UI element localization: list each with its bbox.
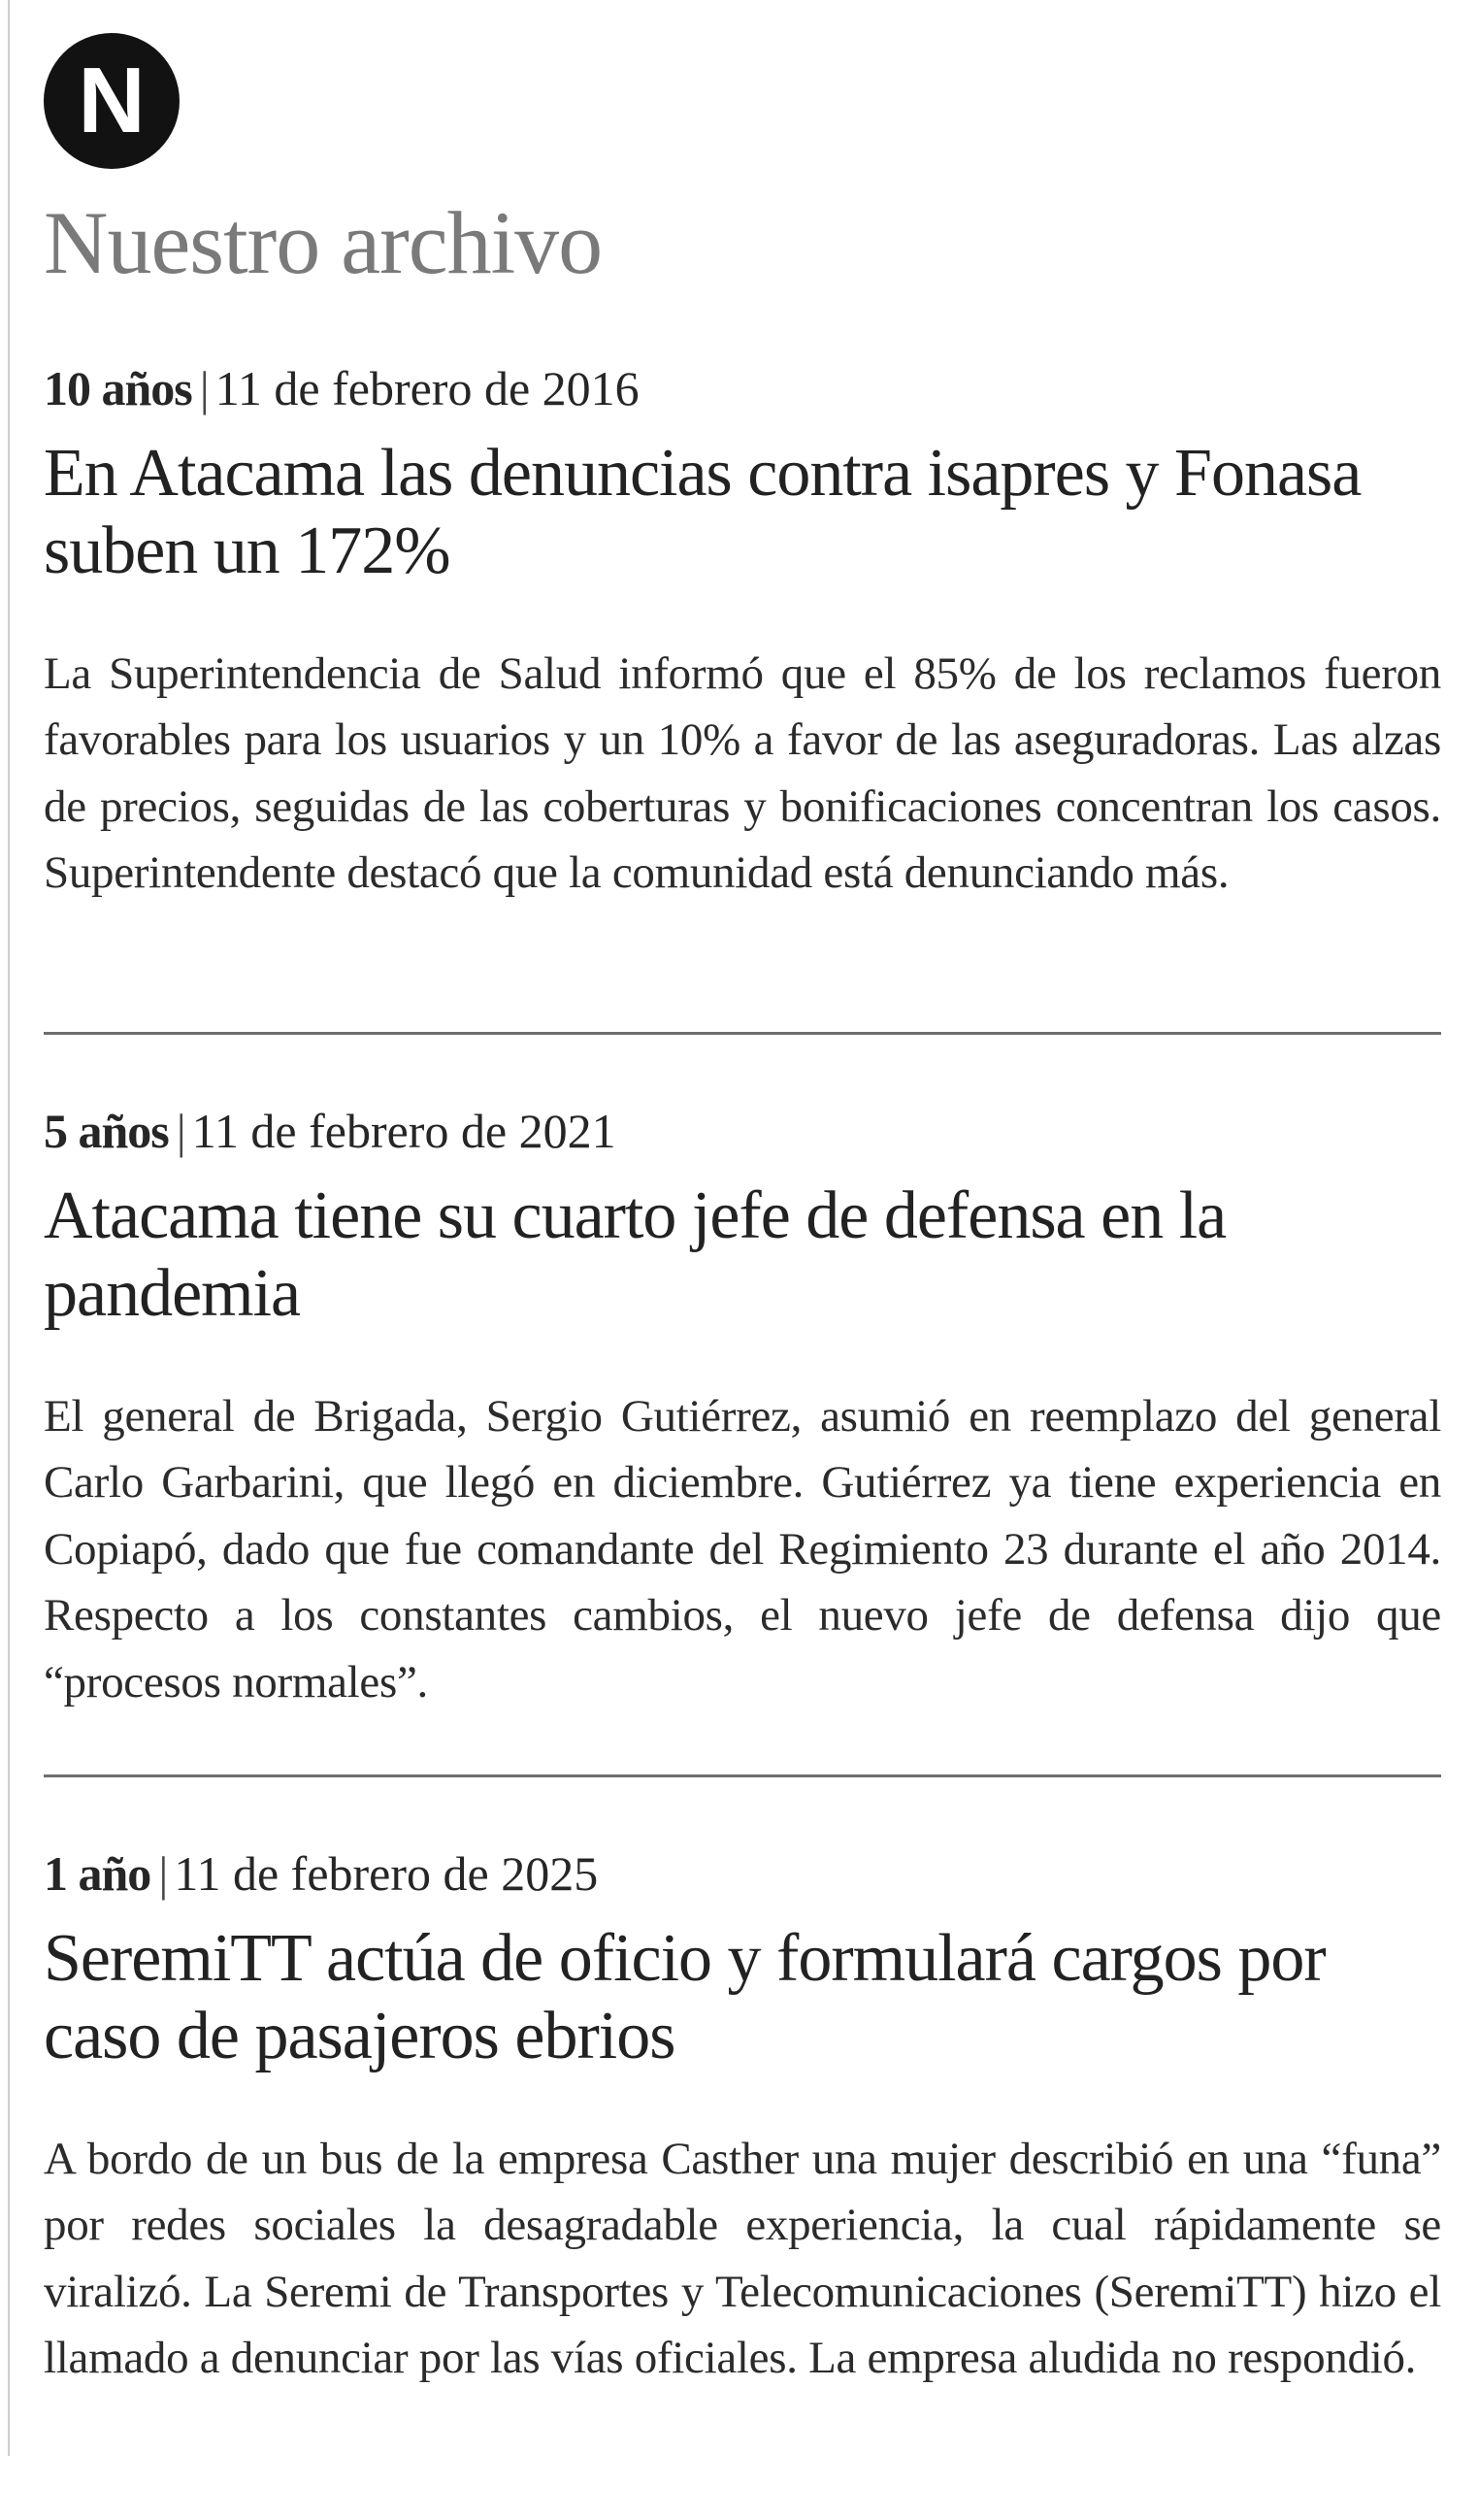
newspaper-logo: [44, 33, 180, 169]
entry-headline: En Atacama las denuncias contra isapres y Fonasa suben un 172%: [44, 436, 1362, 588]
entry-date: 11 de febrero de 2025: [174, 1846, 599, 1901]
dateline-separator: |: [176, 1104, 186, 1158]
entry-headline: Atacama tiene su cuarto jefe de defensa en la pandemia: [44, 1178, 1227, 1331]
entry-body: A bordo de un bus de la empresa Casther una mujer describió en una “funa” por redes sociales la desagradable experiencia, la cual rápidamente se viralizó. La Seremi de Transportes y Telecomunicaciones (SeremiTT) hizo el llamado a denunciar por las vías oficiales. La empresa aludida no respondió.: [44, 2133, 1441, 2384]
logo-letter: N: [78, 49, 146, 152]
entry-body: El general de Brigada, Sergio Gutiérrez, asumió en reemplazo del general Carlo Garbarini, que llegó en diciembre. Gutiérrez ya tiene experiencia en Copiapó, dado que fue comandante del Regimiento 23 durante el año 2014. Respecto a los constantes cambios, el nuevo jefe de defensa dijo que “procesos normales”.: [44, 1390, 1441, 1708]
entry-body: La Superintendencia de Salud informó que el 85% de los reclamos fueron favorables para los usuarios y un 10% a favor de las aseguradoras. Las alzas de precios, seguidas de las coberturas y bonificaciones concentran los casos. Superintendente destacó que la comunidad está denunciando más.: [44, 647, 1441, 899]
dateline-separator: |: [158, 1846, 169, 1901]
entry-dateline: [44, 1102, 1441, 1160]
entry-divider: [44, 1032, 1441, 1035]
entry-date: 11 de febrero de 2021: [191, 1104, 616, 1158]
archive-entry-10-years: [44, 359, 1441, 907]
section-title: Nuestro archivo: [44, 193, 603, 292]
entry-dateline: [44, 359, 1441, 417]
years-ago-label: 10 años: [44, 361, 192, 415]
years-ago-label: 1 año: [44, 1846, 151, 1901]
archive-entry-1-year: [44, 1844, 1441, 2392]
years-ago-label: 5 años: [44, 1104, 169, 1158]
dateline-separator: |: [199, 361, 210, 415]
archive-entry-5-years: [44, 1102, 1441, 1716]
entry-headline: SeremiTT actúa de oficio y formulará cargos por caso de pasajeros ebrios: [44, 1921, 1326, 2073]
entry-date: 11 de febrero de 2016: [214, 361, 640, 415]
entry-divider: [44, 1774, 1441, 1777]
entry-dateline: [44, 1844, 1441, 1903]
